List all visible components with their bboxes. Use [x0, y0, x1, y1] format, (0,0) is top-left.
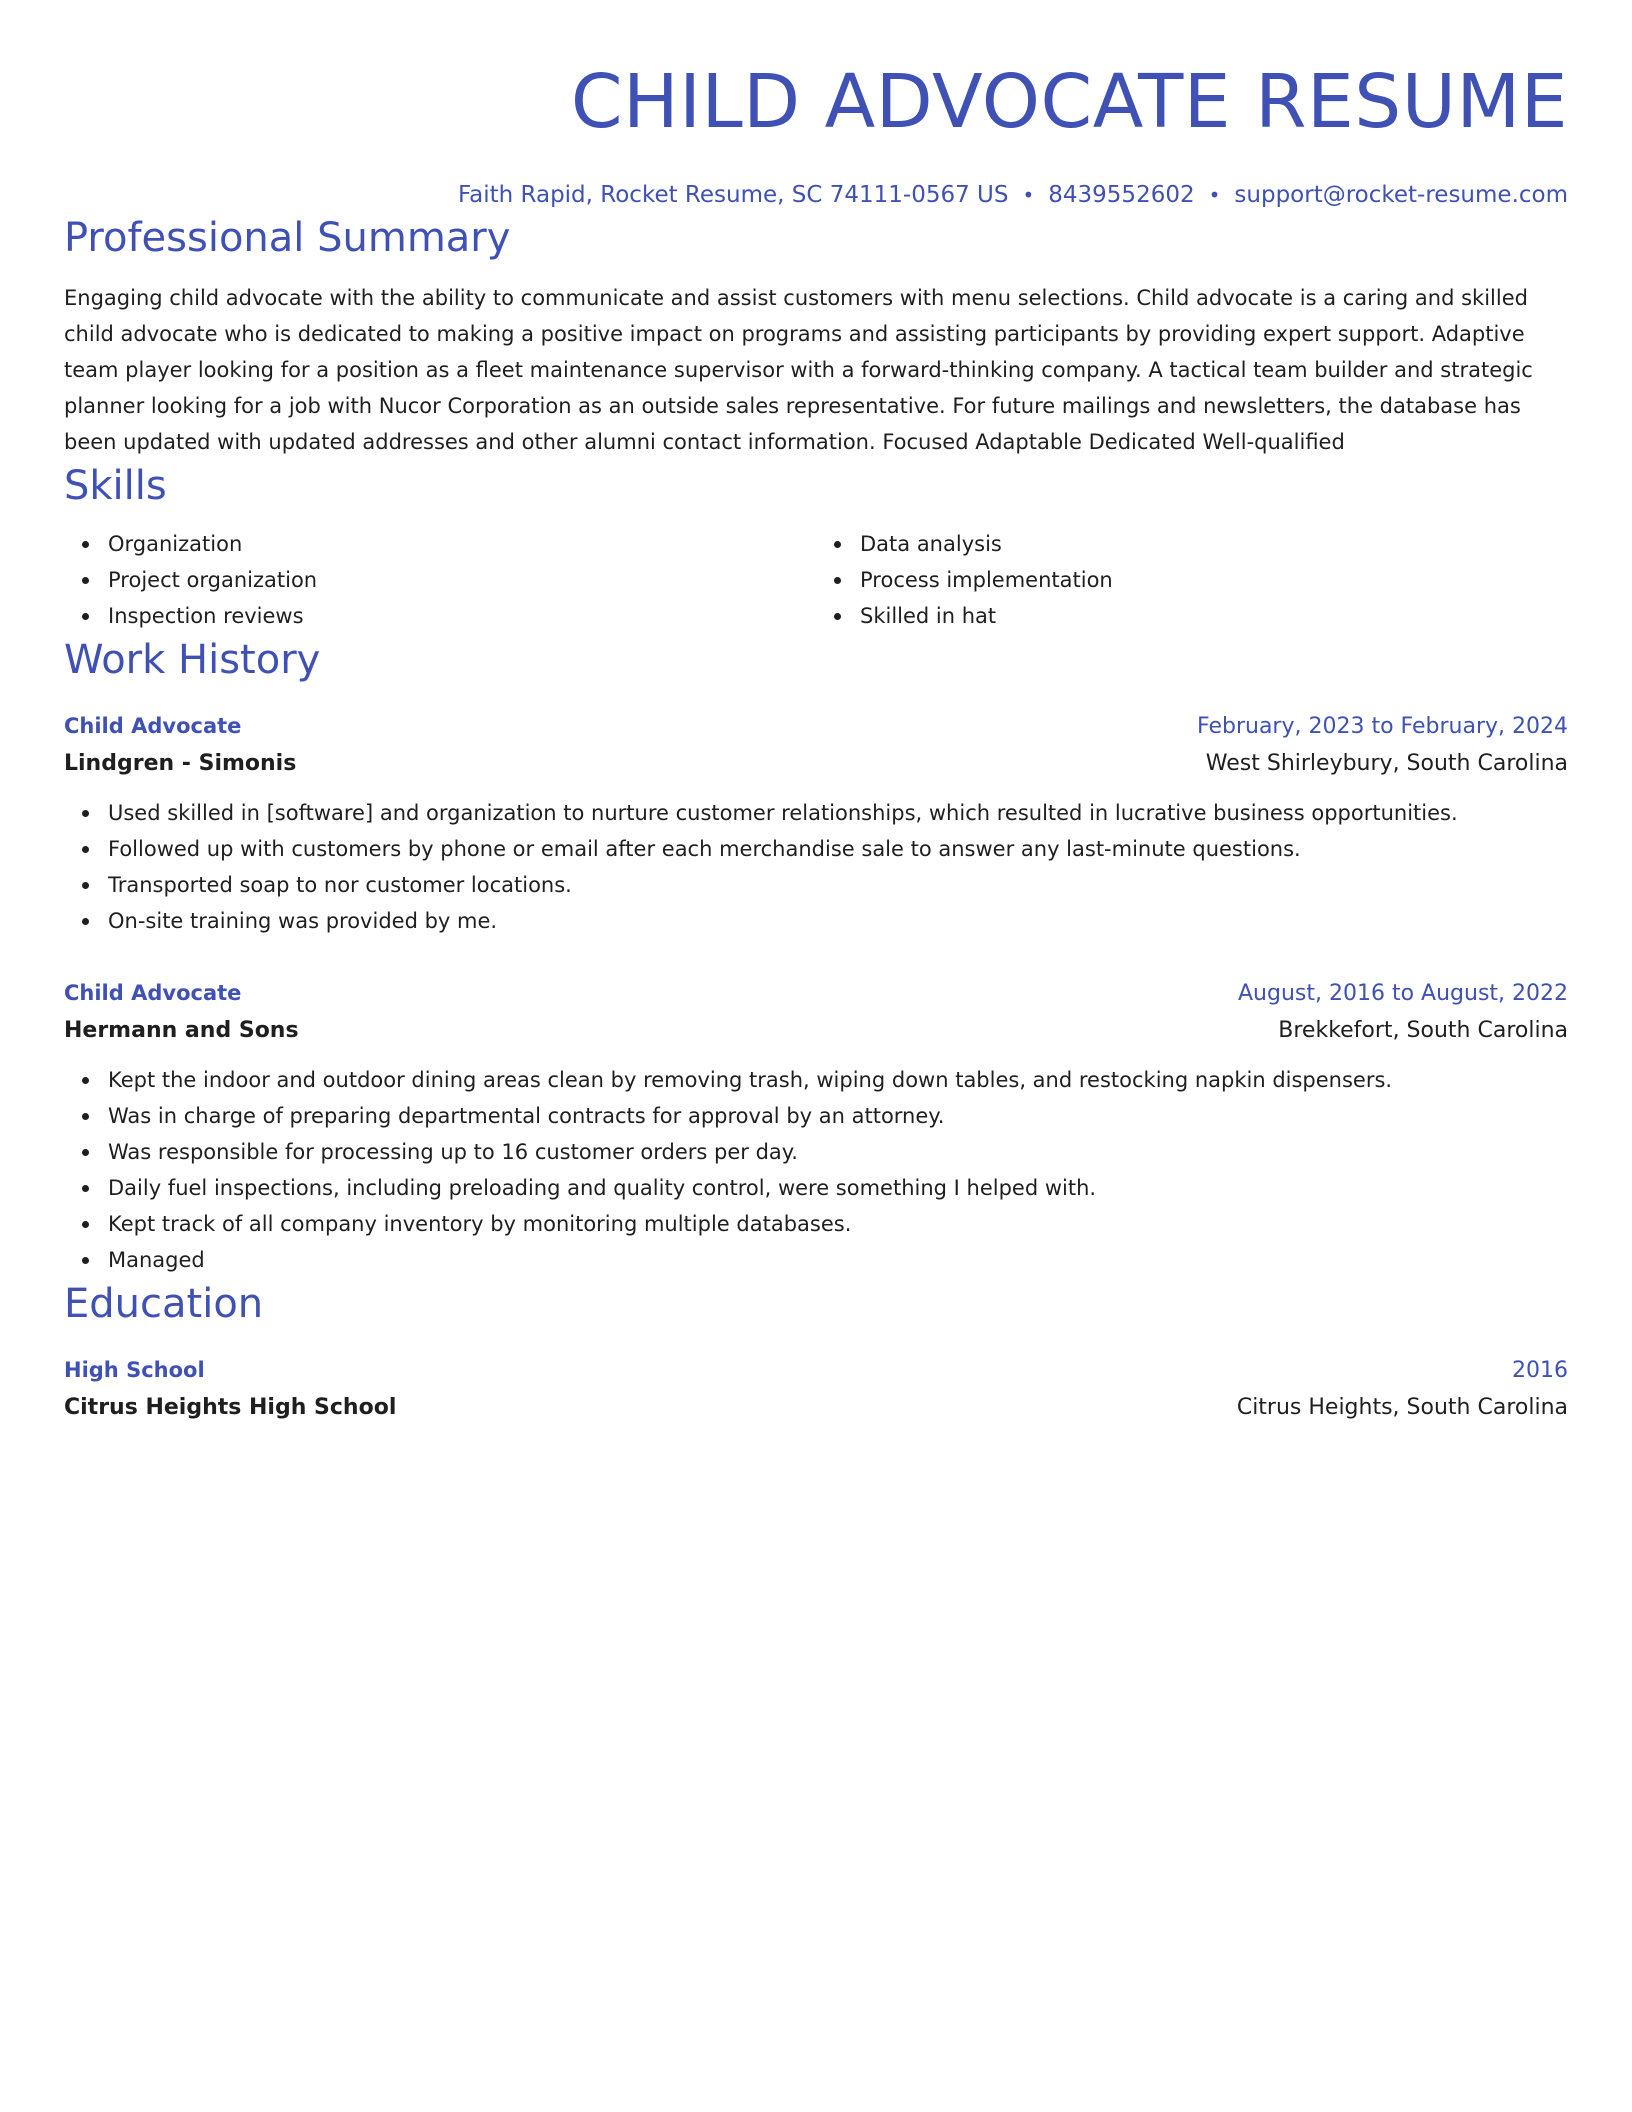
education-school: Citrus Heights High School	[64, 1395, 397, 1420]
work-history-heading: Work History	[64, 637, 321, 683]
job-dates: August, 2016 to August, 2022	[1238, 981, 1568, 1006]
job-company: Hermann and Sons	[64, 1018, 299, 1043]
job-bullets	[64, 1062, 1568, 1278]
contact-email[interactable]: support@rocket-resume.com	[1234, 182, 1568, 208]
skills-column-left	[64, 526, 816, 634]
skill-item: Process implementation	[860, 562, 1568, 598]
job-company-row	[64, 1012, 1568, 1050]
job-location: Brekkefort, South Carolina	[1278, 1018, 1568, 1043]
job-company-row	[64, 745, 1568, 783]
contact-phone[interactable]: 8439552602	[1048, 182, 1195, 208]
skills-column-right	[816, 526, 1568, 634]
job-bullet: Followed up with customers by phone or email after each merchandise sale to answer any last-minute questions.	[108, 831, 1568, 867]
skill-item: Project organization	[108, 562, 816, 598]
contact-separator: •	[1022, 183, 1035, 207]
education-heading: Education	[64, 1281, 264, 1327]
education-entry	[64, 1352, 1568, 1427]
job-bullet: Managed	[108, 1242, 1568, 1278]
skill-item: Data analysis	[860, 526, 1568, 562]
education-header-row	[64, 1352, 1568, 1389]
education-school-row	[64, 1389, 1568, 1427]
skill-item: Inspection reviews	[108, 598, 816, 634]
skill-item: Organization	[108, 526, 816, 562]
education-year: 2016	[1512, 1358, 1568, 1383]
job-header-row	[64, 708, 1568, 745]
job-entry	[64, 708, 1568, 939]
contact-line	[64, 178, 1568, 212]
job-bullet: Daily fuel inspections, including preloading and quality control, were something I helped with.	[108, 1170, 1568, 1206]
education-degree: High School	[64, 1358, 205, 1382]
job-dates: February, 2023 to February, 2024	[1197, 714, 1568, 739]
contact-address: Faith Rapid, Rocket Resume, SC 74111-0567 US	[457, 182, 1009, 208]
job-bullet: Was in charge of preparing departmental contracts for approval by an attorney.	[108, 1098, 1568, 1134]
job-bullets	[64, 795, 1568, 939]
job-role: Child Advocate	[64, 714, 242, 738]
job-entry	[64, 975, 1568, 1278]
summary-heading: Professional Summary	[64, 215, 511, 261]
education-location: Citrus Heights, South Carolina	[1236, 1395, 1568, 1420]
skill-item: Skilled in hat	[860, 598, 1568, 634]
contact-separator: •	[1208, 183, 1221, 207]
job-bullet: Was responsible for processing up to 16 customer orders per day.	[108, 1134, 1568, 1170]
job-company: Lindgren - Simonis	[64, 751, 297, 776]
skills-list	[64, 526, 1568, 634]
job-bullet: Kept track of all company inventory by monitoring multiple databases.	[108, 1206, 1568, 1242]
job-header-row	[64, 975, 1568, 1012]
job-role: Child Advocate	[64, 981, 242, 1005]
job-bullet: Used skilled in [software] and organization to nurture customer relationships, which resulted in lucrative business opportunities.	[108, 795, 1568, 831]
resume-title: CHILD ADVOCATE RESUME	[570, 59, 1568, 145]
job-bullet: Kept the indoor and outdoor dining areas clean by removing trash, wiping down tables, and restocking napkin dispensers.	[108, 1062, 1568, 1098]
job-bullet: Transported soap to nor customer locations.	[108, 867, 1568, 903]
job-location: West Shirleybury, South Carolina	[1205, 751, 1568, 776]
summary-text: Engaging child advocate with the ability to communicate and assist customers with menu selections. Child advocate is a caring and skilled child advocate who is dedicated to making a positive impact on programs and assisting participants by providing expert support. Adaptive team player looking for a position as a fleet maintenance supervisor with a forward-thinking company. A tactical team builder and strategic planner looking for a job with Nucor Corporation as an outside sales representative. For future mailings and newsletters, the database has been updated with updated addresses and other alumni contact information. Focused Adaptable Dedicated Well-qualified	[64, 286, 1533, 454]
job-bullet: On-site training was provided by me.	[108, 903, 1568, 939]
skills-heading: Skills	[64, 463, 167, 509]
